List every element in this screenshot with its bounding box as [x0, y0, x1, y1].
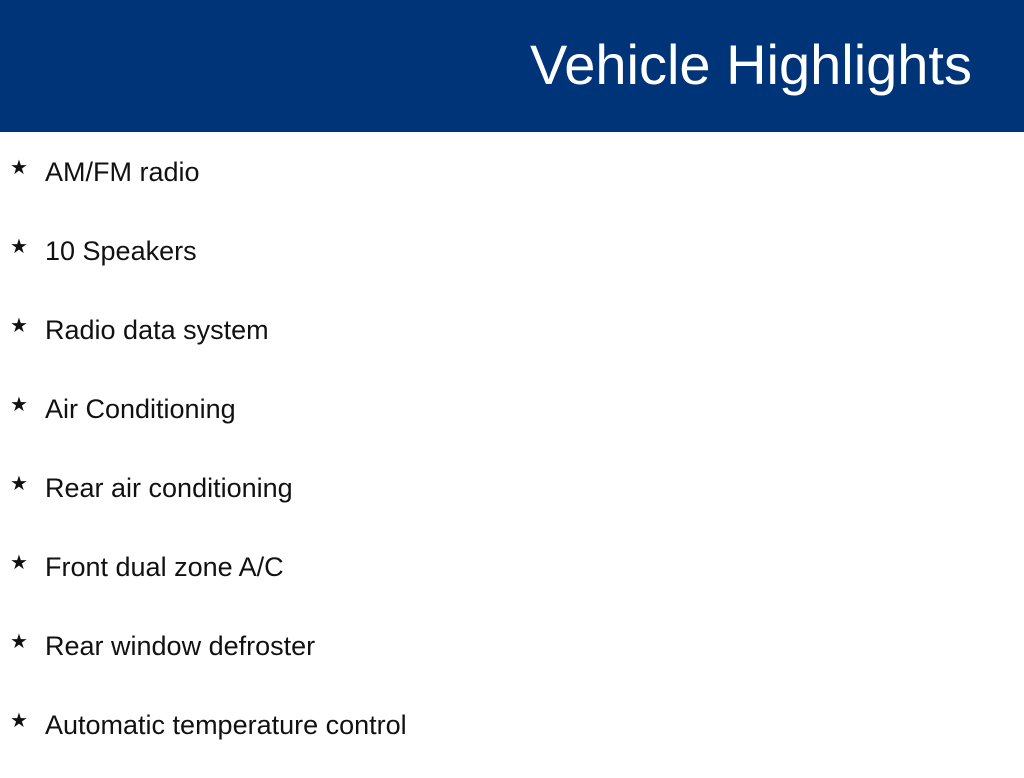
star-icon: ★ — [10, 708, 28, 732]
list-item — [0, 304, 1000, 383]
list-item — [0, 383, 1000, 462]
star-icon: ★ — [10, 313, 28, 337]
list-item — [0, 699, 1000, 778]
feature-label: Front dual zone A/C — [45, 552, 284, 582]
page-title: Vehicle Highlights — [529, 33, 972, 96]
list-item — [0, 462, 1000, 541]
star-icon: ★ — [10, 155, 28, 179]
feature-label: Rear window defroster — [45, 631, 316, 661]
star-icon: ★ — [10, 471, 28, 495]
list-item — [0, 541, 1000, 620]
feature-label: Automatic temperature control — [45, 710, 407, 740]
star-icon: ★ — [10, 234, 28, 258]
star-icon: ★ — [10, 392, 28, 416]
list-item — [0, 620, 1000, 699]
feature-label: 10 Speakers — [45, 236, 197, 266]
feature-list — [0, 146, 1000, 778]
star-icon: ★ — [10, 629, 28, 653]
list-item — [0, 225, 1000, 304]
feature-label: Rear air conditioning — [45, 473, 293, 503]
feature-label: Radio data system — [45, 315, 269, 345]
star-icon: ★ — [10, 550, 28, 574]
feature-label: Air Conditioning — [45, 394, 236, 424]
feature-label: AM/FM radio — [45, 157, 200, 187]
list-item — [0, 146, 1000, 225]
header-banner — [0, 0, 1024, 132]
